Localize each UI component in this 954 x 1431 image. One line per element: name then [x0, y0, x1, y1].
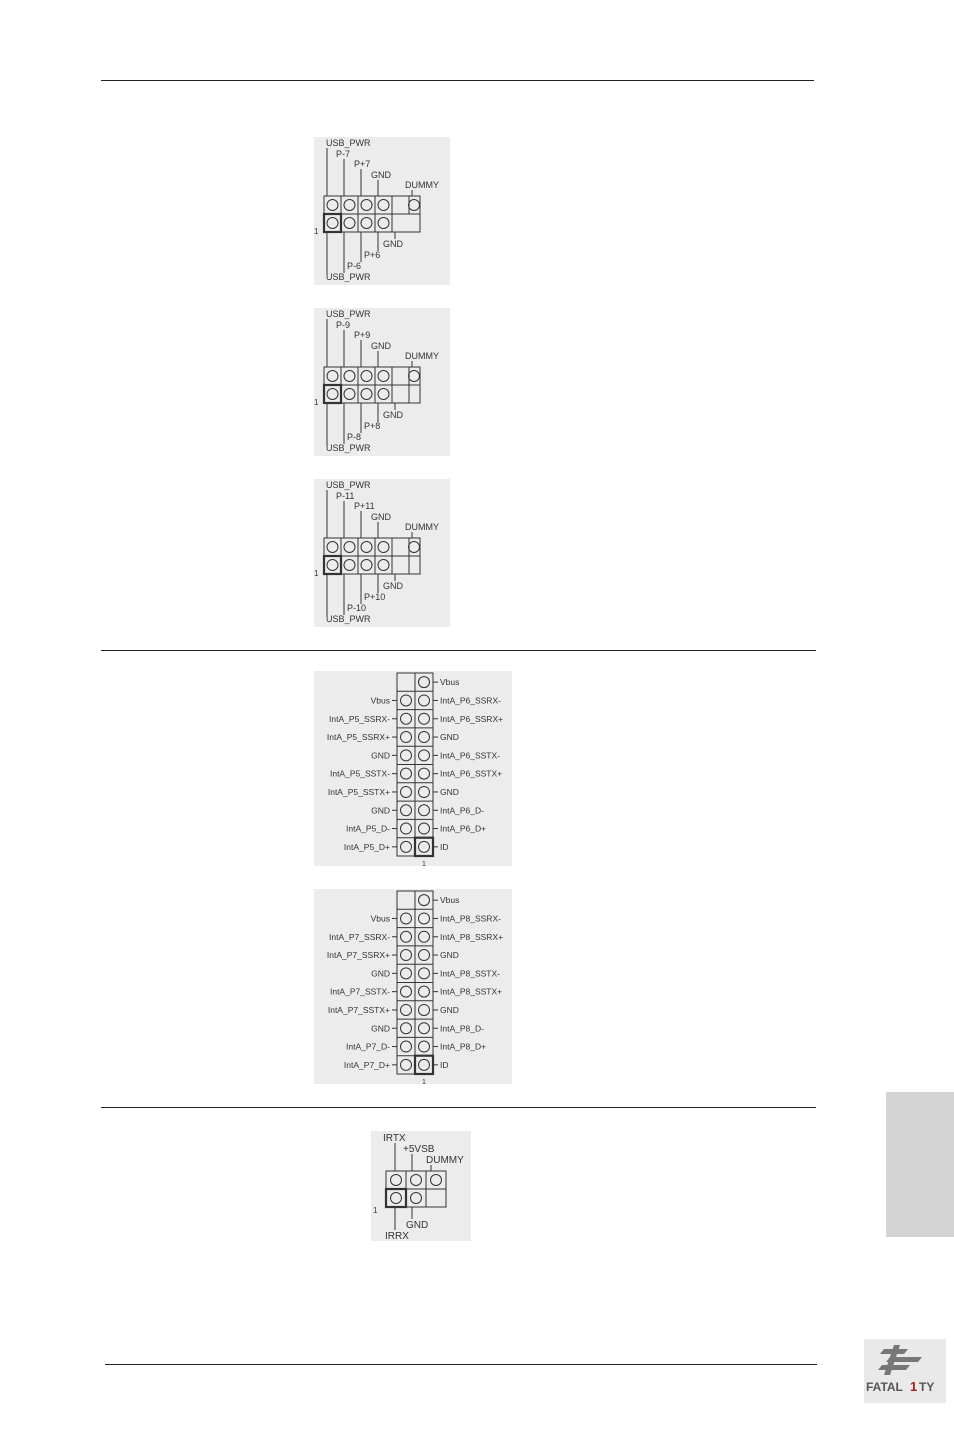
label-right-2: IntA_P8_SSRX+: [440, 931, 504, 942]
label-left-2: IntA_P5_SSRX-: [329, 713, 390, 724]
pin-right-4: [419, 750, 430, 761]
pin-right-9: [419, 841, 430, 852]
label-top-1: P-9: [336, 320, 351, 330]
pin-right-7: [419, 1023, 430, 1034]
label-top-1: +5VSB: [403, 1144, 435, 1155]
label-bottom-0: GND: [383, 410, 403, 420]
label-right-5: IntA_P8_SSTX+: [440, 986, 503, 997]
usb3-header-diagram-2: [314, 889, 512, 1084]
pin-right-7: [419, 805, 430, 816]
label-top-3: GND: [371, 341, 391, 351]
pin-left-1: [401, 695, 412, 706]
usb3-header-svg-1: [314, 671, 512, 866]
ir-header-diagram: [371, 1131, 471, 1241]
pin-left-4: [401, 968, 412, 979]
label-right-9: ID: [440, 841, 449, 852]
pin-right-6: [419, 1004, 430, 1015]
label-left-1: Vbus: [370, 913, 390, 924]
pin-right-1: [419, 695, 430, 706]
label-right-9: ID: [440, 1059, 449, 1070]
usb3-header-diagram-1: [314, 671, 512, 866]
pin-left-7: [401, 805, 412, 816]
label-top-2: DUMMY: [426, 1155, 464, 1166]
label-left-8: IntA_P7_D-: [346, 1041, 390, 1052]
label-right-6: GND: [440, 786, 459, 797]
pin-left-6: [401, 1004, 412, 1015]
label-bottom-3: USB_PWR: [326, 272, 371, 282]
label-right-8: IntA_P6_D+: [440, 823, 487, 834]
usb2-header-diagram-3: [314, 479, 450, 627]
label-left-6: IntA_P5_SSTX+: [327, 786, 390, 797]
label-left-6: IntA_P7_SSTX+: [327, 1004, 390, 1015]
usb2-header-svg-1: [314, 137, 450, 285]
pin-left-4: [401, 750, 412, 761]
label-bottom-2: P-10: [347, 603, 367, 613]
ir-header-svg: [371, 1131, 471, 1241]
label-right-4: IntA_P6_SSTX-: [440, 750, 501, 761]
pin1-label: 1: [373, 1206, 378, 1215]
label-top-0: USB_PWR: [326, 138, 371, 148]
pin-right-5: [419, 986, 430, 997]
pin1-label: 1: [314, 227, 319, 236]
pin-left-7: [401, 1023, 412, 1034]
label-top-4: DUMMY: [405, 180, 439, 190]
pin1-label: 1: [314, 569, 319, 578]
usb2-header-diagram-1: [314, 137, 450, 285]
pin-right-3: [419, 950, 430, 961]
label-bottom-2: P-8: [347, 432, 362, 442]
label-right-8: IntA_P8_D+: [440, 1041, 487, 1052]
pin-right-9: [419, 1059, 430, 1070]
pin-left-6: [401, 786, 412, 797]
label-left-4: GND: [371, 968, 390, 979]
pin-right-4: [419, 968, 430, 979]
label-left-8: IntA_P5_D-: [346, 823, 390, 834]
pin-right-3: [419, 732, 430, 743]
usb2-header-svg-2: [314, 308, 450, 456]
pin-right-0: [419, 677, 430, 688]
pin-left-2: [401, 931, 412, 942]
label-left-3: IntA_P5_SSRX+: [326, 732, 390, 743]
label-bottom-0: GND: [406, 1220, 429, 1231]
usb2-header-diagram-2: [314, 308, 450, 456]
label-bottom-0: GND: [383, 239, 403, 249]
label-right-2: IntA_P6_SSRX+: [440, 713, 504, 724]
usb3-header-svg-2: [314, 889, 512, 1084]
label-right-1: IntA_P6_SSRX-: [440, 695, 501, 706]
pin-left-8: [401, 823, 412, 834]
label-left-4: GND: [371, 750, 390, 761]
label-top-0: IRTX: [383, 1133, 406, 1144]
fatal1ty-logo-svg: [864, 1339, 946, 1403]
label-top-2: P+7: [354, 159, 371, 169]
pin-right-5: [419, 768, 430, 779]
label-top-0: USB_PWR: [326, 309, 371, 319]
pin-right-8: [419, 1041, 430, 1052]
label-right-7: IntA_P8_D-: [440, 1023, 484, 1034]
label-left-9: IntA_P5_D+: [343, 841, 390, 852]
logo-text-before: FATAL: [866, 1380, 903, 1394]
language-side-tab: [886, 1092, 954, 1237]
pin-left-2: [401, 713, 412, 724]
label-top-2: P+9: [354, 330, 371, 340]
pin-left-3: [401, 950, 412, 961]
label-left-5: IntA_P5_SSTX-: [329, 768, 390, 779]
label-right-3: GND: [440, 732, 459, 743]
top-rule: [101, 80, 814, 81]
label-right-0: Vbus: [440, 895, 460, 906]
pin-right-0: [419, 895, 430, 906]
label-left-2: IntA_P7_SSRX-: [329, 931, 390, 942]
label-bottom-1: P+10: [364, 592, 386, 602]
label-right-7: IntA_P6_D-: [440, 805, 484, 816]
pin-right-6: [419, 786, 430, 797]
pin-left-1: [401, 913, 412, 924]
label-left-7: GND: [371, 805, 390, 816]
label-bottom-3: USB_PWR: [326, 443, 371, 453]
pin-left-5: [401, 768, 412, 779]
pin-right-2: [419, 713, 430, 724]
label-top-1: P-7: [336, 149, 351, 159]
label-bottom-1: P+8: [364, 421, 381, 431]
label-top-4: DUMMY: [405, 522, 439, 532]
label-left-3: IntA_P7_SSRX+: [326, 950, 390, 961]
fatal1ty-logo: [864, 1339, 946, 1403]
label-bottom-3: USB_PWR: [326, 614, 371, 624]
pin-left-5: [401, 986, 412, 997]
label-left-9: IntA_P7_D+: [343, 1059, 390, 1070]
pin1-label: 1: [422, 1079, 426, 1084]
logo-mark-icon: [878, 1345, 922, 1375]
label-left-1: Vbus: [370, 695, 390, 706]
label-right-3: GND: [440, 950, 459, 961]
label-right-6: GND: [440, 1004, 459, 1015]
section-divider-usb3: [101, 650, 816, 651]
label-right-4: IntA_P8_SSTX-: [440, 968, 501, 979]
label-right-0: Vbus: [440, 677, 460, 688]
section-divider-ir: [101, 1107, 816, 1108]
logo-text-highlight: 1: [910, 1379, 918, 1394]
label-top-3: GND: [371, 512, 391, 522]
label-bottom-0: GND: [383, 581, 403, 591]
pin-left-8: [401, 1041, 412, 1052]
pin-right-8: [419, 823, 430, 834]
pin-right-2: [419, 931, 430, 942]
label-bottom-1: P+6: [364, 250, 381, 260]
label-top-1: P-11: [336, 491, 355, 501]
pin1-label: 1: [314, 398, 319, 407]
label-top-0: USB_PWR: [326, 480, 371, 490]
pin-left-9: [401, 841, 412, 852]
bottom-rule: [105, 1364, 817, 1365]
pin-left-9: [401, 1059, 412, 1070]
label-top-4: DUMMY: [405, 351, 439, 361]
pin-right-1: [419, 913, 430, 924]
label-right-5: IntA_P6_SSTX+: [440, 768, 503, 779]
label-top-3: GND: [371, 170, 391, 180]
label-left-5: IntA_P7_SSTX-: [329, 986, 390, 997]
usb2-header-svg-3: [314, 479, 450, 627]
label-bottom-2: P-6: [347, 261, 362, 271]
label-top-2: P+11: [354, 501, 375, 511]
pin1-label: 1: [422, 861, 426, 866]
label-right-1: IntA_P8_SSRX-: [440, 913, 501, 924]
label-bottom-1: IRRX: [385, 1231, 409, 1241]
label-left-7: GND: [371, 1023, 390, 1034]
logo-text-after: TY: [919, 1380, 935, 1394]
pin-left-3: [401, 732, 412, 743]
